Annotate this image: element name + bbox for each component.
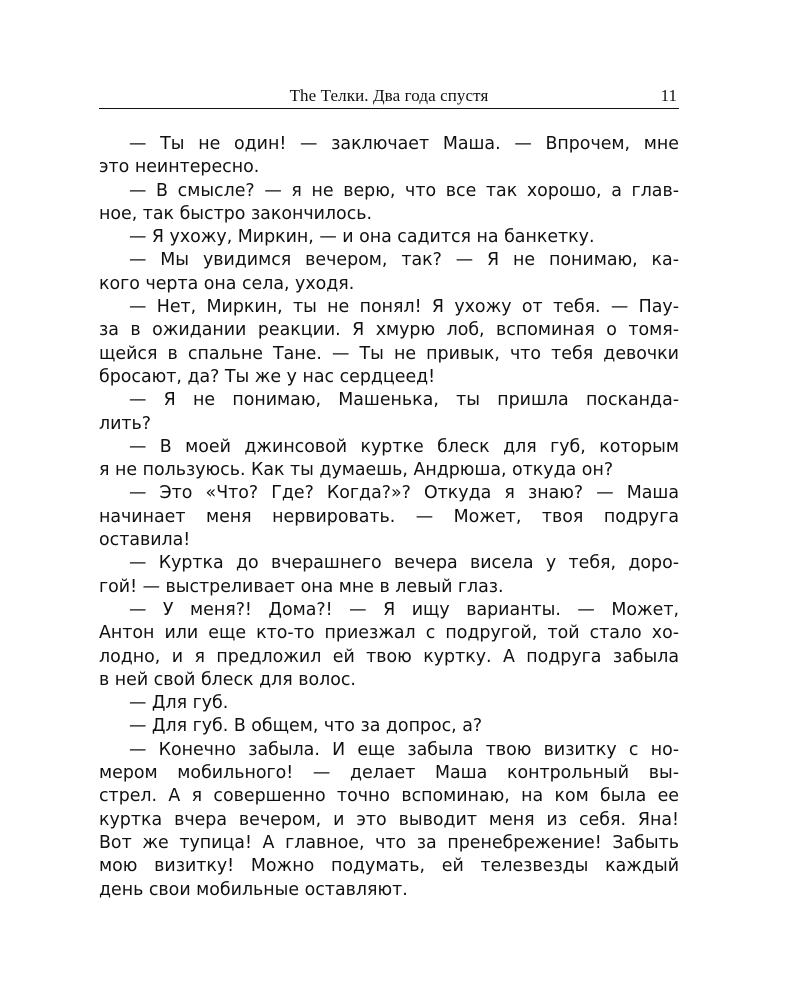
paragraph [99,180,679,227]
text-line: за в ожидании реакции. Я хмурю лоб, вспоминая о томя- [99,320,679,341]
text-line: — В смысле? — я не верю, что все так хорошо, а глав- [129,180,679,201]
text-line: ное, так быстро закончилось. [99,203,373,224]
text-line: лить? [99,413,152,434]
book-page [99,84,679,902]
paragraph [99,552,679,599]
text-line: — Я не понимаю, Машенька, ты пришла поскандa- [129,390,679,411]
paragraph [99,436,679,483]
text-line: стрел. А я совершенно точно вспоминаю, на ком была ее [99,786,679,807]
text-line: гой! — выстреливает она мне в левый глаз. [99,576,504,597]
text-line: Вот же тупица! А главное, что за пренебрежение! Забыть [99,832,679,853]
paragraph [99,226,679,249]
text-line: это неинтересно. [99,157,260,178]
text-line: щейся в спальне Тане. — Ты не привык, что тебя девочки [99,343,679,364]
text-line: — Куртка до вчерашнего вечера висела у тебя, доро- [129,553,679,574]
text-line: я не пользуюсь. Как ты думаешь, Андрюша, откуда он? [99,460,614,481]
text-line: день свои мобильные оставляют. [99,879,408,900]
text-line: Антон или еще кто-то приезжал с подругой, той стало хо- [99,623,679,644]
text-line: — У меня?! Дома?! — Я ищу варианты. — Может, [129,599,679,620]
text-line: бросают, да? Ты же у нас сердцеед! [99,366,436,387]
text-line: — Конечно забыла. И еще забыла твою визитку с но- [129,739,679,760]
paragraph [99,296,679,389]
text-line: — Ты не один! — заключает Маша. — Впрочем, мне [129,134,679,154]
paragraph [99,599,679,692]
body-text [99,133,679,902]
paragraph [99,482,679,552]
text-line: оставила! [99,530,191,551]
text-line: — В моей джинсовой куртке блеск для губ, которым [129,436,679,457]
paragraph [99,133,679,180]
paragraph [99,739,679,902]
paragraph [99,715,679,738]
page-number: 11 [660,86,677,105]
running-title: The Телки. Два года спустя [289,86,489,105]
text-line: — Я ухожу, Миркин, — и она садится на банкетку. [129,227,595,248]
running-header [99,84,679,109]
text-line: мером мобильного! — делает Маша контрольный вы- [99,763,679,784]
paragraph [99,249,679,296]
text-line: в ней свой блеск для волос. [99,669,356,690]
paragraph [99,692,679,715]
text-line: — Нет, Миркин, ты не понял! Я ухожу от тебя. — Пау- [129,297,679,318]
text-line: — Мы увидимся вечером, так? — Я не понимаю, ка- [129,250,679,271]
text-line: — Это «Что? Где? Когда?»? Откуда я знаю? — Маша [129,483,679,504]
text-line: начинает меня нервировать. — Может, твоя подруга [99,506,679,527]
text-line: кого черта она села, уходя. [99,273,355,294]
text-line: — Для губ. [129,693,229,714]
text-line: куртка вчера вечером, и это выводит меня из себя. Яна! [99,809,679,830]
text-line: лодно, и я предложил ей твою куртку. А подруга забыла [99,646,679,667]
paragraph [99,389,679,436]
text-line: мою визитку! Можно подумать, ей телезвезды каждый [99,856,679,877]
text-line: — Для губ. В общем, что за допрос, а? [129,716,483,737]
